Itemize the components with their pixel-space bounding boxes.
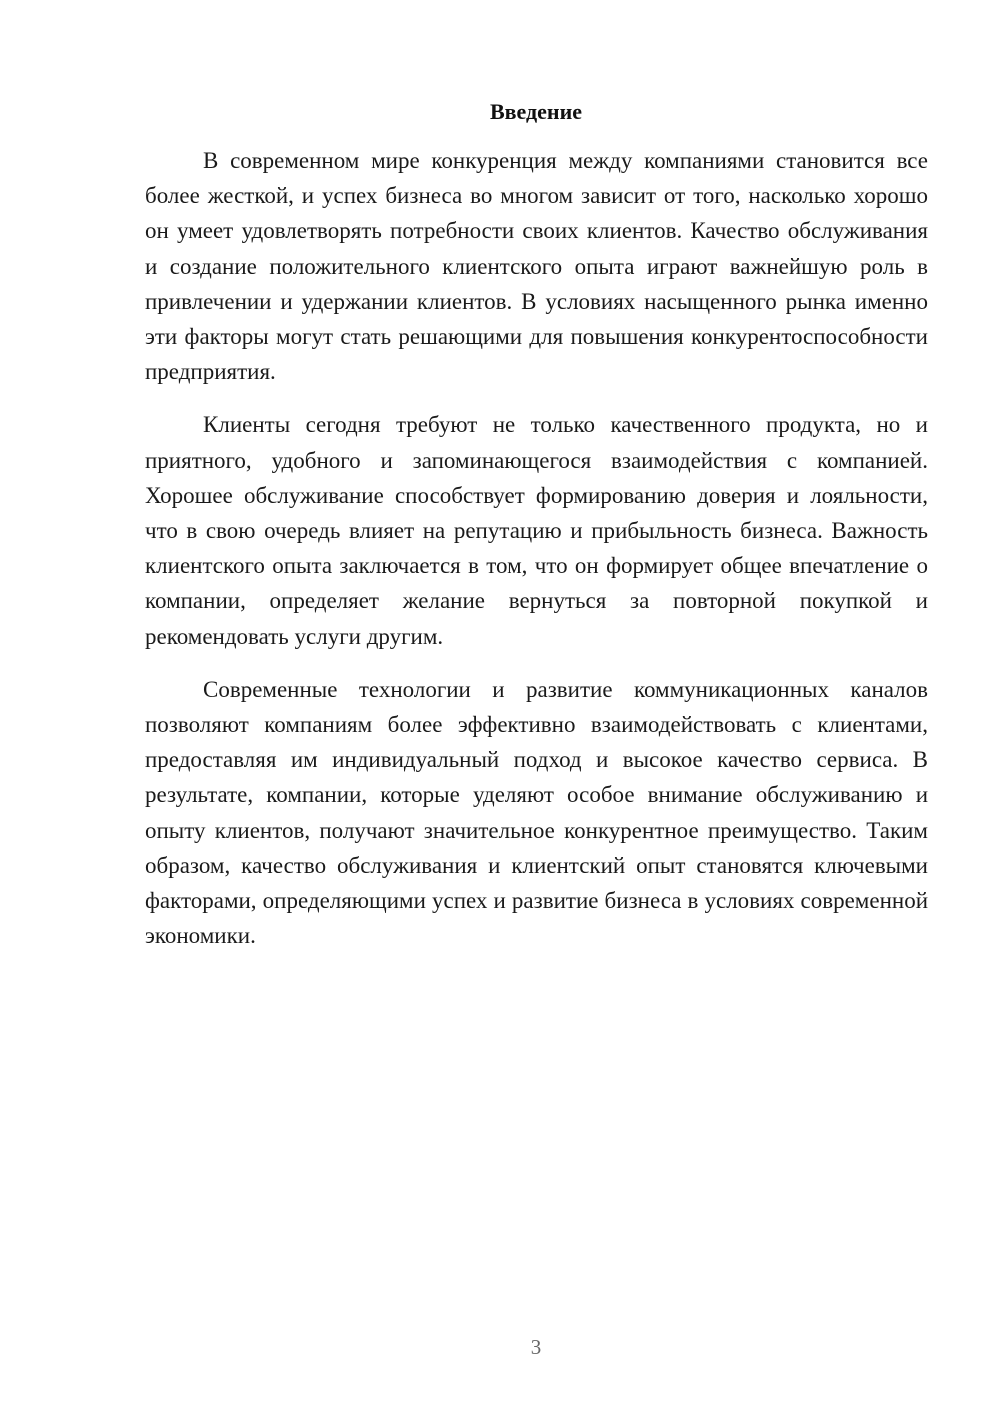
paragraph-3: Современные технологии и развитие коммуникационных каналов позволяют компаниям более эффективно взаимодействовать с клиентами, предоставляя им индивидуальный подход и высокое качество сервиса. В результате, компании, которые уделяют особое внимание обслуживанию и опыту клиентов, получают значительное конкурентное преимущество. Таким образом, качество обслуживания и клиентский опыт становятся ключевыми факторами, определяющими успех и развитие бизнеса в условиях современной экономики. <box>145 676 928 949</box>
section-heading: Введение <box>489 99 583 124</box>
paragraph-1: В современном мире конкуренция между компаниями становится все более жесткой, и успех бизнеса во многом зависит от того, насколько хорошо он умеет удовлетворять потребности своих клиентов. Качество обслуживания и создание положительного клиентского опыта играют важнейшую роль в привлечении и удержании клиентов. В условиях насыщенного рынка именно эти факторы могут стать решающими для повышения конкурентоспособности предприятия. <box>145 148 928 385</box>
paragraph-2: Клиенты сегодня требуют не только качественного продукта, но и приятного, удобного и запоминающегося взаимодействия с компанией. Хорошее обслуживание способствует формированию доверия и лояльности, что в свою очередь влияет на репутацию и прибыльность бизнеса. Важность клиентского опыта заключается в том, что он формирует общее впечатление о компании, определяет желание вернуться за повторной покупкой и рекомендовать услуги другим. <box>145 412 928 649</box>
page-number: 3 <box>530 1335 542 1359</box>
body-text <box>145 143 928 971</box>
